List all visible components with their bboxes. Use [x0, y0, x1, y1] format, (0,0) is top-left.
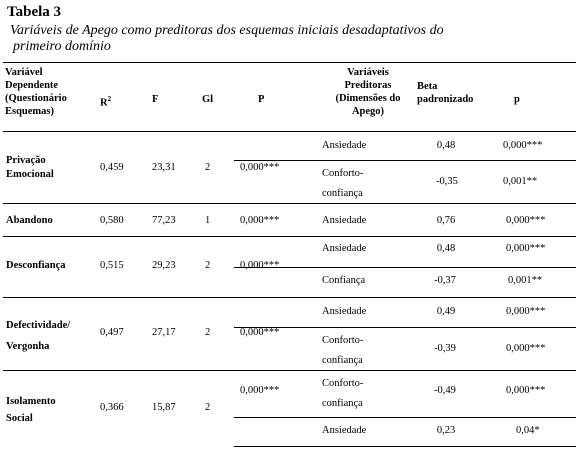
p-value: 0,000***	[240, 162, 280, 173]
header-predictors: Variáveis Preditoras (Dimensões do Apego)	[335, 67, 401, 117]
header-f: F	[152, 94, 159, 105]
r2-value: 0,459	[100, 162, 124, 173]
dependent-name: Privação Emocional	[6, 155, 54, 180]
gl-value: 2	[205, 327, 211, 338]
table-title: Tabela 3	[7, 4, 62, 20]
r2-value: 0,366	[100, 402, 124, 413]
p2-value: 0,000***	[506, 343, 546, 354]
header-gl: Gl	[202, 94, 214, 105]
row-rule	[234, 160, 576, 161]
dependent-name: Abandono	[6, 215, 53, 226]
header-p: P	[258, 94, 265, 105]
r2-value: 0,497	[100, 327, 124, 338]
beta-value: -0,37	[434, 275, 456, 286]
p2-value: 0,001**	[503, 176, 538, 187]
row-rule	[234, 267, 576, 268]
group-rule	[3, 203, 576, 204]
gl-value: 2	[205, 260, 211, 271]
r2-value: 0,515	[100, 260, 124, 271]
beta-value: -0,39	[434, 343, 456, 354]
group-rule	[3, 236, 576, 237]
f-value: 27,17	[152, 327, 176, 338]
beta-value: -0,49	[434, 385, 456, 396]
gl-value: 2	[205, 162, 211, 173]
table-caption	[10, 23, 570, 55]
header-rule	[3, 131, 576, 132]
dependent-name: Isolamento Social	[6, 396, 56, 424]
beta-value: -0,35	[436, 176, 458, 187]
p-value: 0,000***	[240, 260, 280, 271]
predictor: Conforto- confiança	[322, 168, 364, 199]
p-value: 0,000***	[240, 327, 280, 338]
beta-value: 0,23	[436, 425, 456, 436]
p2-value: 0,000***	[506, 243, 546, 254]
bottom-rule	[234, 446, 576, 447]
predictor: Ansiedade	[322, 140, 367, 151]
predictor: Conforto- confiança	[322, 378, 364, 409]
p2-value: 0,000***	[506, 215, 546, 226]
p2-value: 0,001**	[508, 275, 543, 286]
p2-value: 0,04*	[516, 425, 540, 436]
p-value: 0,000***	[240, 385, 280, 396]
group-rule	[3, 370, 576, 371]
beta-value: 0,76	[436, 215, 456, 226]
header-dependent: Variável Dependente (Questionário Esquemas)	[5, 67, 67, 117]
beta-value: 0,48	[436, 140, 456, 151]
row-rule	[234, 327, 576, 328]
p-value: 0,000***	[240, 215, 280, 226]
dependent-name: Defectividade/ Vergonha	[6, 320, 71, 352]
gl-value: 2	[205, 402, 211, 413]
predictor: Ansiedade	[322, 215, 367, 226]
header-beta: Beta padronizado	[417, 81, 474, 105]
group-rule	[3, 297, 576, 298]
r2-value: 0,580	[100, 215, 124, 226]
predictor: Ansiedade	[322, 243, 367, 254]
predictor: Confiança	[322, 275, 366, 286]
top-rule	[3, 62, 576, 63]
predictor: Conforto- confiança	[322, 335, 364, 366]
header-r2: $R^2$	[100, 95, 112, 109]
predictor: Ansiedade	[322, 306, 367, 317]
gl-value: 1	[205, 215, 211, 226]
beta-value: 0,49	[436, 306, 456, 317]
f-value: 23,31	[152, 162, 176, 173]
dependent-name: Desconfiança	[6, 260, 66, 271]
f-value: 15,87	[152, 402, 176, 413]
f-value: 77,23	[152, 215, 176, 226]
p2-value: 0,000***	[503, 140, 543, 151]
predictor: Ansiedade	[322, 425, 367, 436]
caption-line-2: primeiro domínio	[13, 39, 111, 54]
beta-value: 0,48	[436, 243, 456, 254]
caption-line-1: Variáveis de Apego como preditoras dos esquemas iniciais desadaptativos do	[10, 23, 444, 38]
p2-value: 0,000***	[506, 385, 546, 396]
f-value: 29,23	[152, 260, 176, 271]
p2-value: 0,000***	[506, 306, 546, 317]
row-rule	[234, 417, 576, 418]
header-p2: p	[514, 94, 520, 105]
